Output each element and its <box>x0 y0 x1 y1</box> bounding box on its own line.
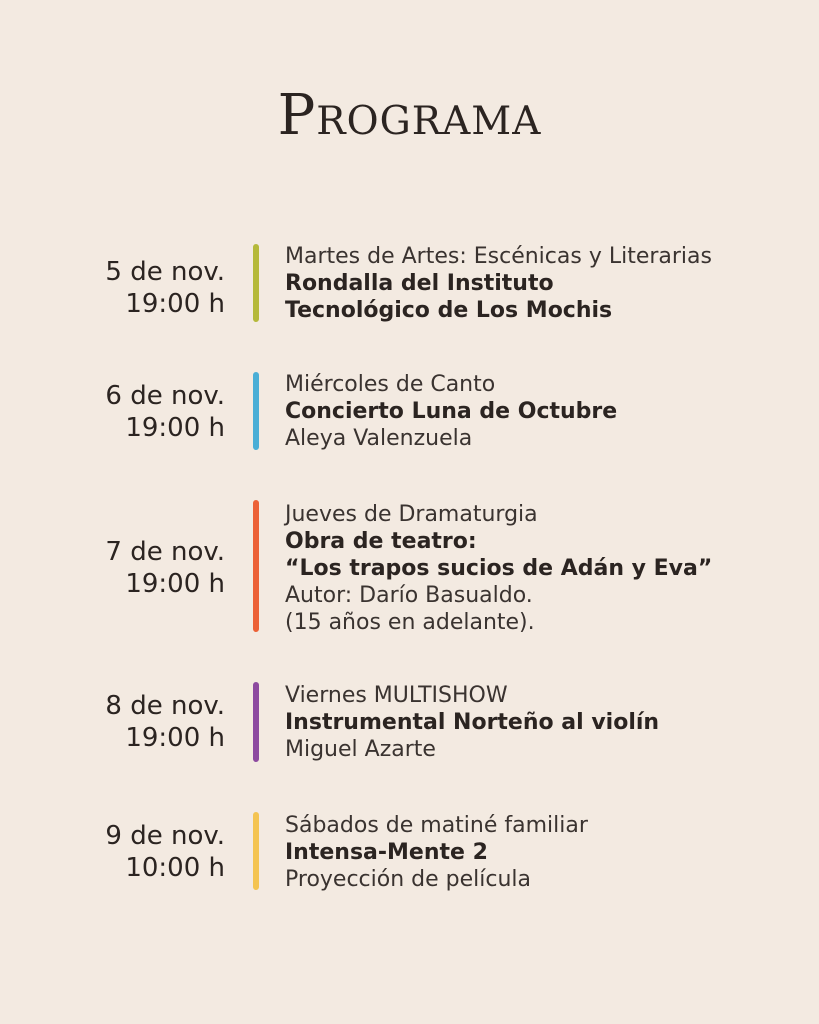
event-extra-line: (15 años en adelante). <box>285 610 535 635</box>
event-date-day: 9 de nov. <box>105 821 225 851</box>
event-name-line: Obra de teatro: <box>285 529 477 554</box>
event-date <box>105 820 225 884</box>
event-extra-line: Miguel Azarte <box>285 737 436 762</box>
event-date-day: 8 de nov. <box>105 691 225 721</box>
event-name-line: Concierto Luna de Octubre <box>285 399 618 424</box>
event-category: Sábados de matiné familiar <box>285 813 588 838</box>
event-info <box>285 243 712 324</box>
event-category: Martes de Artes: Escénicas y Literarias <box>285 244 712 269</box>
event-info <box>285 501 712 636</box>
event-color-bar <box>253 812 259 890</box>
event-date-time: 19:00 h <box>125 569 225 599</box>
event-date <box>105 690 225 754</box>
event-color-bar <box>253 500 259 632</box>
event-date-time: 19:00 h <box>125 723 225 753</box>
event-name-line: Instrumental Norteño al violín <box>285 710 660 735</box>
event-name-line: Tecnológico de Los Mochis <box>285 298 613 323</box>
event-date-day: 6 de nov. <box>105 381 225 411</box>
event-extra-line: Aleya Valenzuela <box>285 426 473 451</box>
page-title: Programa <box>277 83 542 148</box>
event-category: Miércoles de Canto <box>285 372 496 397</box>
event-name-line: Rondalla del Instituto <box>285 271 554 296</box>
event-category: Jueves de Dramaturgia <box>285 502 538 527</box>
event-date-time: 10:00 h <box>125 853 225 883</box>
event-extra-line: Proyección de película <box>285 867 532 892</box>
event-category: Viernes MULTISHOW <box>285 683 508 708</box>
event-extra-line: Autor: Darío Basualdo. <box>285 583 533 608</box>
event-info <box>285 371 617 452</box>
event-color-bar <box>253 372 259 450</box>
event-date <box>105 536 225 600</box>
event-name-line: Intensa-Mente 2 <box>285 840 488 865</box>
event-date-day: 7 de nov. <box>105 537 225 567</box>
event-date-time: 19:00 h <box>125 289 225 319</box>
event-color-bar <box>253 682 259 762</box>
event-date <box>105 380 225 444</box>
event-info <box>285 682 659 763</box>
event-color-bar <box>253 244 259 322</box>
event-date-day: 5 de nov. <box>105 257 225 287</box>
event-date <box>105 256 225 320</box>
event-date-time: 19:00 h <box>125 413 225 443</box>
event-name-line: “Los trapos sucios de Adán y Eva” <box>285 556 713 581</box>
event-info <box>285 812 588 893</box>
